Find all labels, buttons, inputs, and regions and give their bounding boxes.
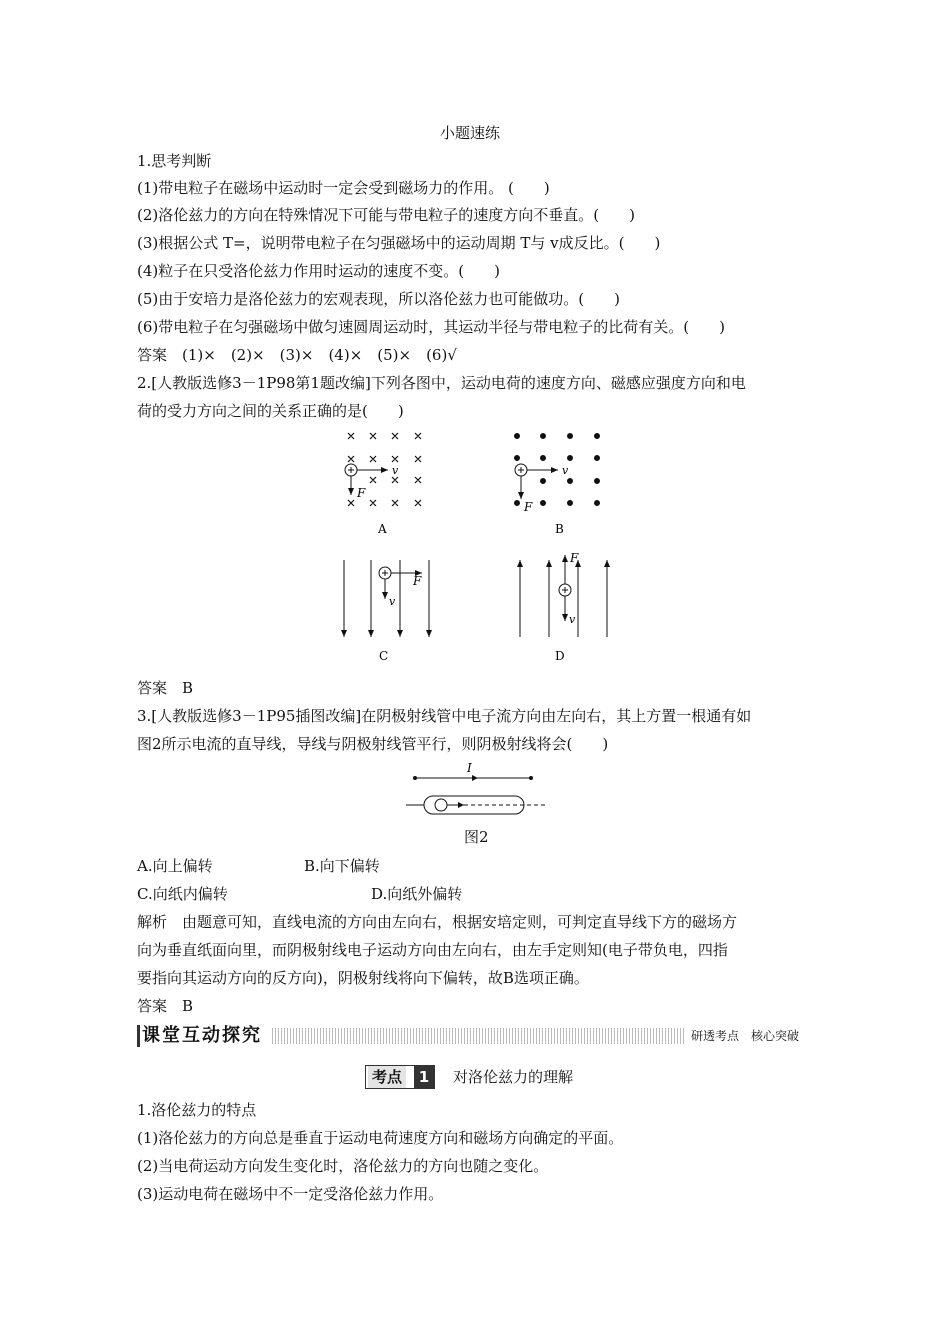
banner-subtitle: 研透考点 核心突破 — [685, 1025, 805, 1047]
q3-option-a: A.向上偏转 — [137, 857, 213, 875]
q1-heading: 1.思考判断 — [137, 152, 212, 170]
q1-item-3: (3)根据公式 T=，说明带电粒子在匀强磁场中的运动周期 T与 v成反比。( ) — [137, 234, 661, 252]
figure-d-v-label: v — [569, 613, 576, 626]
q3-figure-caption: 图2 — [464, 828, 489, 846]
figure-d-caption: D — [555, 649, 565, 663]
section2-item-3: (3)运动电荷在磁场中不一定受洛伦兹力作用。 — [137, 1185, 444, 1203]
section2-item-2: (2)当电荷运动方向发生变化时，洛伦兹力的方向也随之变化。 — [137, 1157, 549, 1175]
q3-option-b: B.向下偏转 — [304, 857, 380, 875]
topic-badge-number: 1 — [414, 1066, 434, 1088]
figure-a-f-label: F — [357, 486, 366, 500]
current-label: I — [467, 761, 472, 775]
q3-analysis-line2: 向为垂直纸面向里，而阴极射线电子运动方向由左向右，由左手定则知(电子带负电，四指 — [137, 941, 728, 959]
q2-stem-line2: 荷的受力方向之间的关系正确的是( ) — [137, 402, 404, 420]
q3-stem-line2: 图2所示电流的直导线，导线与阴极射线管平行，则阴极射线将会( ) — [137, 735, 609, 753]
section2-heading: 1.洛伦兹力的特点 — [137, 1101, 257, 1119]
wire-end-right — [529, 776, 533, 780]
figure-b — [515, 434, 600, 506]
q1-item-4: (4)粒子在只受洛伦兹力作用时运动的速度不变。( ) — [137, 262, 500, 280]
q1-answer: 答案 (1)× (2)× (3)× (4)× (5)× (6)√ — [137, 346, 457, 364]
q3-stem-line1: 3.[人教版选修3－1P95插图改编]在阴极射线管中电子流方向由左向右，其上方置一根通有如 — [137, 707, 752, 725]
figure-b-f-label: F — [524, 500, 533, 514]
q1-item-6: (6)带电粒子在匀强磁场中做匀速圆周运动时，其运动半径与带电粒子的比荷有关。( ) — [137, 318, 725, 336]
q3-figure — [400, 758, 550, 818]
q3-analysis-line3: 要指向其运动方向的反方向)，阴极射线将向下偏转，故B选项正确。 — [137, 969, 589, 987]
q3-analysis-line1: 解析 由题意可知，直线电流的方向由左向右，根据安培定则，可判定直导线下方的磁场方 — [137, 913, 738, 931]
figure-c-caption: C — [379, 649, 389, 663]
wire-end-left — [413, 776, 417, 780]
figure-a-caption: A — [378, 522, 387, 536]
topic-badge-word: 考点 — [368, 1066, 406, 1088]
banner-title: 课堂互动探究 — [137, 1025, 266, 1047]
q1-item-5: (5)由于安培力是洛伦兹力的宏观表现，所以洛伦兹力也可能做功。( ) — [137, 290, 620, 308]
section-title: 小题速练 — [440, 124, 501, 142]
q3-option-c: C.向纸内偏转 — [137, 885, 228, 903]
figure-d — [520, 555, 607, 637]
q2-stem-line1: 2.[人教版选修3－1P98第1题改编]下列各图中，运动电荷的速度方向、磁感应强度方向和电 — [137, 374, 746, 392]
figure-a-v-label: v — [392, 464, 399, 477]
q1-item-1: (1)带电粒子在磁场中运动时一定会受到磁场力的作用。 ( ) — [137, 179, 550, 197]
q1-item-2: (2)洛伦兹力的方向在特殊情况下可能与带电粒子的速度方向不垂直。( ) — [137, 206, 635, 224]
q3-option-d: D.向纸外偏转 — [371, 885, 463, 903]
section2-item-1: (1)洛伦兹力的方向总是垂直于运动电荷速度方向和磁场方向确定的平面。 — [137, 1129, 624, 1147]
section-banner — [137, 1025, 805, 1047]
topic-title: 对洛伦兹力的理解 — [453, 1068, 574, 1086]
topic-badge — [365, 1065, 435, 1089]
figure-b-v-label: v — [562, 464, 569, 477]
figure-c-v-label: v — [389, 595, 396, 608]
q2-figures — [330, 425, 630, 670]
q3-answer: 答案 B — [137, 997, 194, 1015]
q2-answer: 答案 B — [137, 679, 194, 697]
figure-d-f-label: F — [570, 551, 579, 565]
figure-c — [344, 560, 429, 637]
figure-c-f-label: F — [413, 574, 422, 588]
current-arrow — [472, 775, 478, 781]
figure-b-caption: B — [555, 522, 564, 536]
